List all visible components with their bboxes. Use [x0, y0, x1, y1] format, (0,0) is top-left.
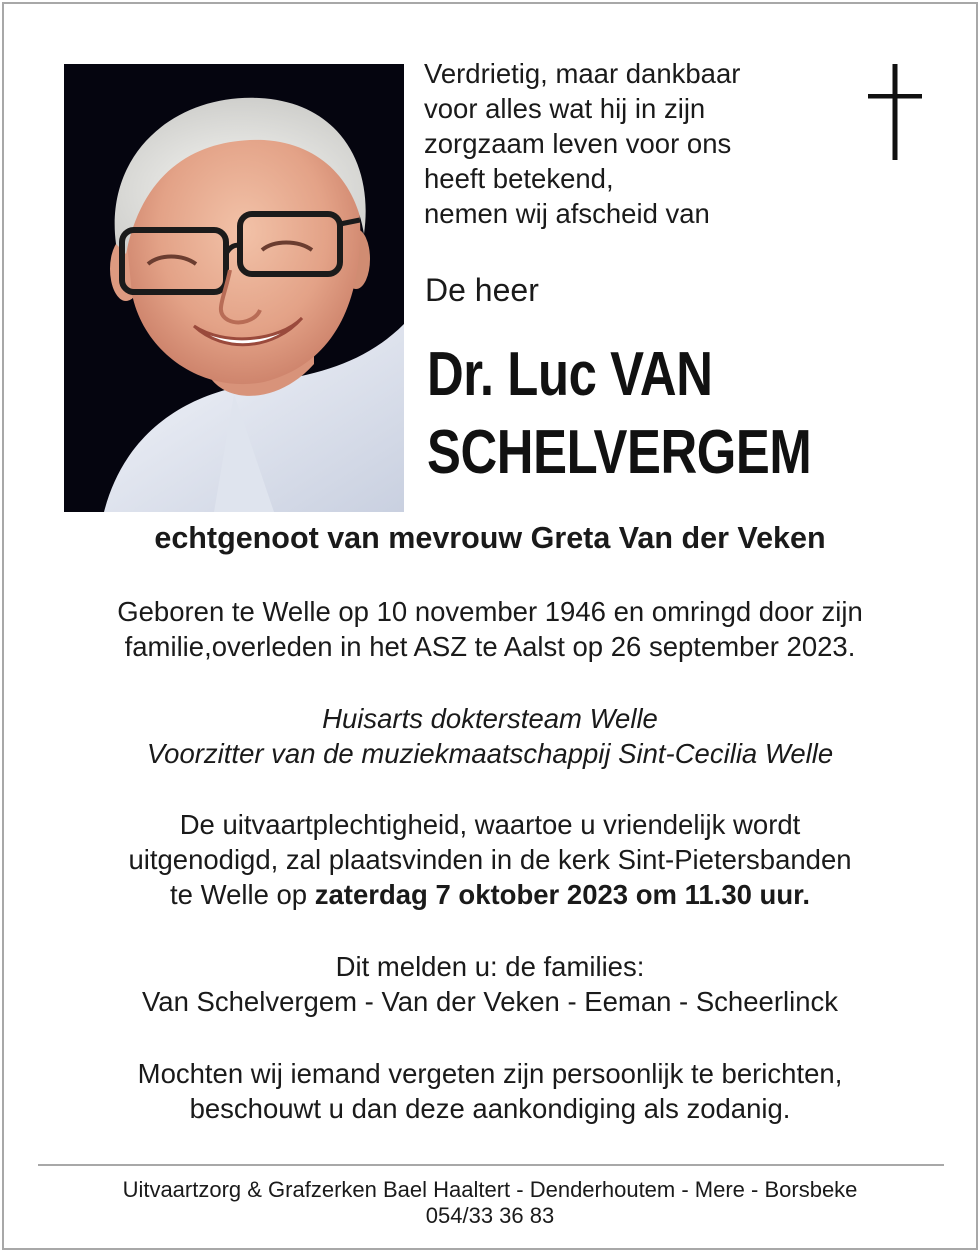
- funeral-home-phone: 054/33 36 83: [425, 1203, 555, 1228]
- portrait-illustration: [64, 64, 404, 512]
- roles-text: [24, 701, 956, 771]
- deceased-name: [427, 336, 811, 492]
- role-line: Voorzitter van de muziekmaatschappij Sint-Cecilia Welle: [146, 738, 834, 769]
- intro-line: zorgzaam leven voor ons: [424, 128, 732, 159]
- birth-death-text: [24, 594, 956, 664]
- families-text: [24, 949, 956, 1019]
- funeral-date: zaterdag 7 oktober 2023 om 11.30 uur.: [314, 879, 810, 910]
- intro-line: nemen wij afscheid van: [424, 198, 710, 229]
- families-names: Van Schelvergem - Van der Veken - Eeman - Scheerlinck: [142, 986, 838, 1017]
- funeral-line: uitgenodigd, zal plaatsvinden in de kerk Sint-Pietersbanden: [128, 844, 852, 875]
- name-line-2: SCHELVERGEM: [427, 418, 812, 487]
- funeral-line: De uitvaartplechtigheid, waartoe u vriendelijk wordt: [179, 809, 801, 840]
- intro-line: Verdrietig, maar dankbaar: [424, 58, 741, 89]
- name-line-1: Dr. Luc VAN: [427, 340, 713, 409]
- families-intro: Dit melden u: de families:: [335, 951, 645, 982]
- intro-line: voor alles wat hij in zijn: [424, 93, 706, 124]
- intro-line: heeft betekend,: [424, 163, 614, 194]
- role-line: Huisarts doktersteam Welle: [322, 703, 658, 734]
- funeral-home-line: Uitvaartzorg & Grafzerken Bael Haaltert - Denderhoutem - Mere - Borsbeke: [122, 1177, 858, 1202]
- closing-text: [24, 1056, 956, 1126]
- funeral-line: [24, 877, 956, 912]
- obituary-card: [2, 2, 978, 1250]
- closing-line: beschouwt u dan deze aankondiging als zodanig.: [189, 1093, 791, 1124]
- cross-icon: [866, 64, 924, 160]
- death-line: familie,overleden in het ASZ te Aalst op 26 september 2023.: [124, 631, 856, 662]
- birth-line: Geboren te Welle op 10 november 1946 en omringd door zijn: [117, 596, 863, 627]
- spouse-line: echtgenoot van mevrouw Greta Van der Veken: [154, 521, 826, 555]
- funeral-text: [24, 807, 956, 912]
- footer-divider: [38, 1164, 944, 1166]
- portrait-photo: [64, 64, 404, 512]
- closing-line: Mochten wij iemand vergeten zijn persoonlijk te berichten,: [137, 1058, 843, 1089]
- salutation: De heer: [425, 272, 539, 308]
- intro-text: [424, 56, 844, 231]
- funeral-place: te Welle op: [170, 879, 308, 910]
